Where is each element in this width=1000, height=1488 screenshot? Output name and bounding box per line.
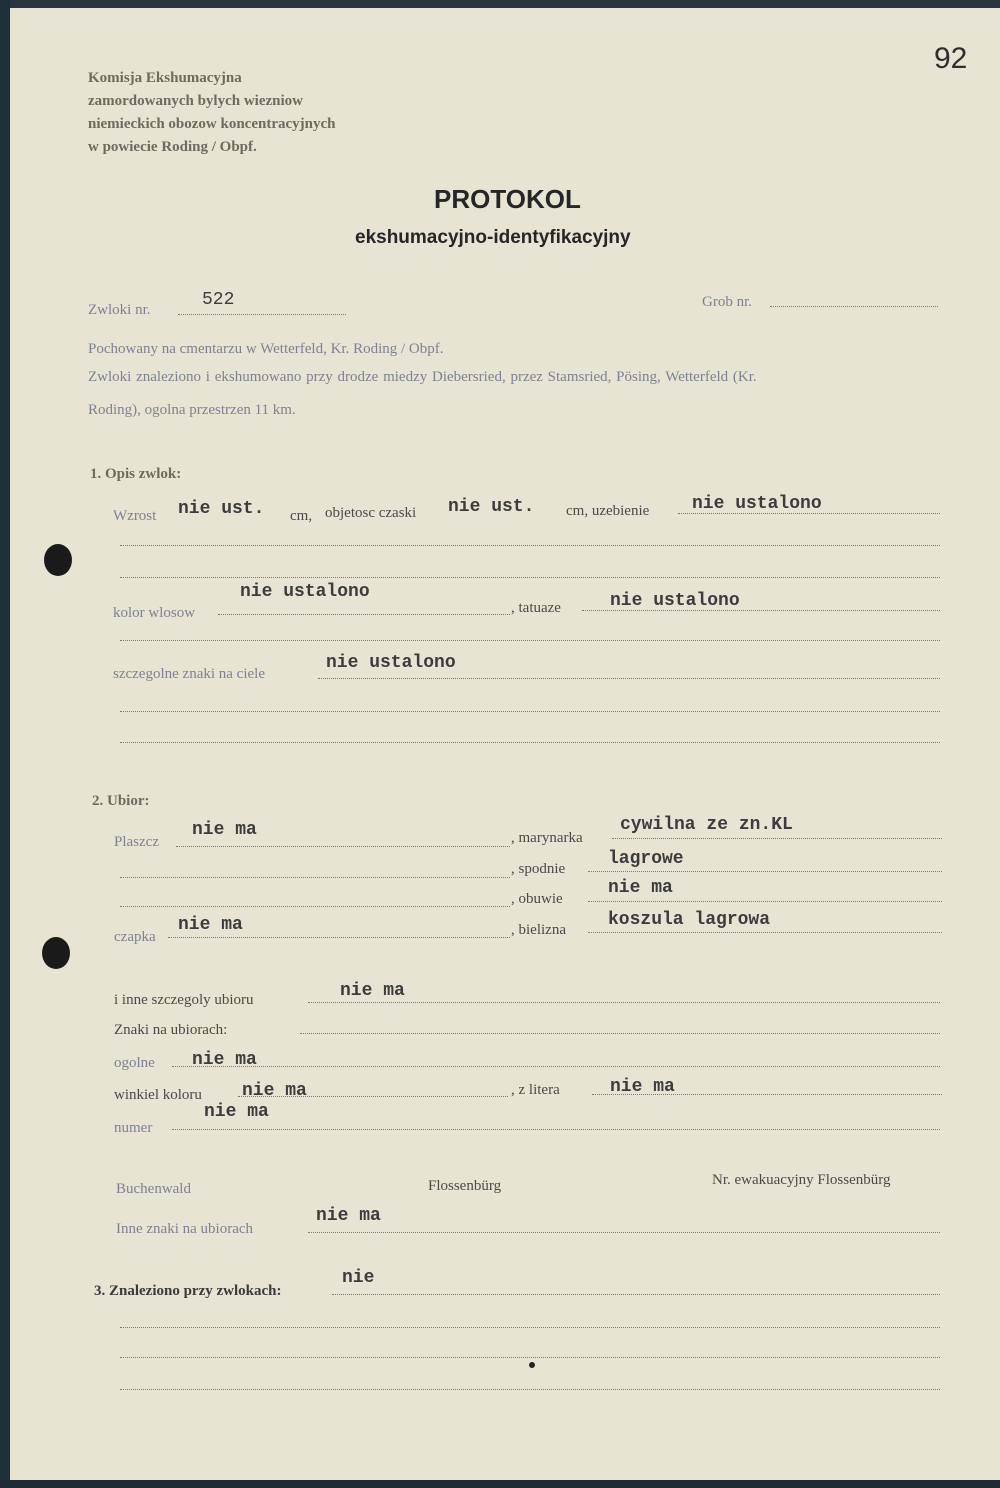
bielizna-label: , bielizna — [511, 922, 566, 938]
objetosc-label: objetosc czaski — [325, 505, 417, 521]
description-line-3 — [120, 640, 940, 641]
ogolne-line — [172, 1066, 940, 1067]
litera-value: nie ma — [610, 1077, 675, 1097]
numer-label: numer — [114, 1120, 153, 1136]
kolor-label: kolor wlosow — [113, 605, 196, 621]
document-subtitle: ekshumacyjno-identyfikacyjny — [355, 227, 631, 248]
znaki-ubiorach-label: Znaki na ubiorach: — [114, 1022, 228, 1038]
buchenwald-label: Buchenwald — [116, 1181, 191, 1197]
spodnie-value: lagrowe — [608, 849, 684, 869]
ubior-line-2 — [120, 906, 510, 907]
kolor-line — [218, 614, 510, 615]
section-3-line-1 — [332, 1294, 940, 1295]
description-line-1 — [120, 545, 940, 546]
commission-line-2: zamordowanych bylych wiezniow — [88, 93, 303, 109]
section-1-heading: 1. Opis zwlok: — [90, 466, 182, 482]
inne-szczegoly-value: nie ma — [340, 981, 405, 1001]
ubior-line-1 — [120, 877, 510, 878]
flossenburg-label: Flossenbürg — [428, 1178, 502, 1194]
section-3-line-3 — [120, 1357, 940, 1358]
plaszcz-label: Plaszcz — [114, 834, 159, 850]
commission-line-1: Komisja Ekshumacyjna — [88, 70, 242, 86]
scan-border-top — [0, 0, 1000, 8]
plaszcz-value: nie ma — [192, 820, 257, 840]
plaszcz-line — [176, 846, 510, 847]
bielizna-line — [588, 932, 942, 933]
litera-label: , z litera — [511, 1082, 560, 1098]
punch-hole-top — [44, 544, 72, 576]
uzebienie-label: cm, uzebienie — [566, 503, 650, 519]
description-line-5 — [120, 742, 940, 743]
marynarka-value: cywilna ze zn.KL — [620, 815, 793, 835]
znaki-ubiorach-line — [300, 1033, 940, 1034]
commission-line-4: w powiecie Roding / Obpf. — [88, 139, 257, 155]
description-line-4 — [120, 711, 940, 712]
page-number: 92 — [934, 42, 968, 75]
znaki-ciele-line — [318, 678, 940, 679]
czapka-label: czapka — [114, 929, 156, 945]
marynarka-label: , marynarka — [511, 830, 583, 846]
tatuaze-label: , tatuaze — [511, 600, 561, 616]
ogolne-value: nie ma — [192, 1050, 257, 1070]
scan-border-left — [0, 0, 10, 1488]
numer-value: nie ma — [204, 1102, 269, 1122]
znaki-ciele-label: szczegolne znaki na ciele — [113, 666, 265, 682]
section-3-line-2 — [120, 1327, 940, 1328]
inne-znaki-label: Inne znaki na ubiorach — [116, 1221, 254, 1237]
burial-line-2: Zwloki znaleziono i ekshumowano przy drodze miedzy Diebersried, przez Stamsried, Pösing, Wetterfeld (Kr. — [88, 369, 757, 385]
zwloki-label: Zwloki nr. — [88, 302, 151, 318]
bielizna-value: koszula lagrowa — [608, 910, 771, 930]
cm-label: cm, — [290, 508, 313, 524]
commission-line-3: niemieckich obozow koncentracyjnych — [88, 116, 336, 132]
spodnie-line — [588, 871, 942, 872]
scan-border-bottom — [0, 1480, 1000, 1488]
wzrost-label: Wzrost — [113, 508, 157, 524]
grob-line — [770, 306, 938, 307]
inne-szczegoly-label: i inne szczegoly ubioru — [114, 992, 254, 1008]
description-line-2 — [120, 577, 940, 578]
objetosc-value: nie ust. — [448, 497, 535, 517]
burial-line-1: Pochowany na cmentarzu w Wetterfeld, Kr. Roding / Obpf. — [88, 341, 444, 357]
obuwie-value: nie ma — [608, 878, 673, 898]
section-3-line-4 — [120, 1389, 940, 1390]
document-title: PROTOKOL — [434, 184, 581, 214]
obuwie-line — [588, 901, 942, 902]
section-3-heading: 3. Znaleziono przy zwlokach: — [94, 1283, 282, 1299]
ogolne-label: ogolne — [114, 1055, 155, 1071]
zwloki-number: 522 — [202, 290, 235, 310]
winkiel-value: nie ma — [242, 1081, 307, 1101]
punch-hole-bottom — [42, 937, 70, 969]
wzrost-value: nie ust. — [178, 499, 265, 519]
inne-znaki-value: nie ma — [316, 1206, 381, 1226]
grob-label: Grob nr. — [702, 294, 752, 310]
numer-line — [172, 1129, 940, 1130]
kolor-value: nie ustalono — [240, 582, 370, 602]
section-3-value: nie — [342, 1268, 375, 1288]
czapka-value: nie ma — [178, 915, 243, 935]
tatuaze-value: nie ustalono — [610, 591, 740, 611]
obuwie-label: , obuwie — [511, 891, 563, 907]
marynarka-line — [612, 838, 942, 839]
znaki-ciele-value: nie ustalono — [326, 653, 456, 673]
czapka-line — [168, 937, 510, 938]
ewakuacyjny-label: Nr. ewakuacyjny Flossenbürg — [712, 1172, 891, 1188]
uzebienie-value: nie ustalono — [692, 494, 822, 514]
zwloki-line — [178, 314, 346, 315]
winkiel-label: winkiel koloru — [114, 1087, 202, 1103]
section-2-heading: 2. Ubior: — [92, 793, 150, 809]
spodnie-label: , spodnie — [511, 861, 566, 877]
inne-szczegoly-line — [308, 1002, 940, 1003]
burial-line-3: Roding), ogolna przestrzen 11 km. — [88, 402, 296, 418]
ink-dot — [529, 1362, 535, 1368]
inne-znaki-line — [308, 1232, 940, 1233]
